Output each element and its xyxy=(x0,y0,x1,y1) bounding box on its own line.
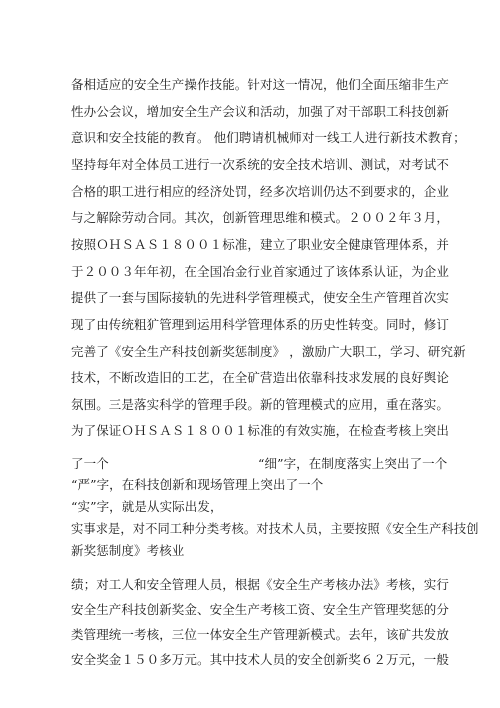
text-line: 合格的职工进行相应的经济处罚，经多次培训仍达不到要求的，企业 xyxy=(71,184,450,199)
text-line: 实事求是，对不同工种分类考核。对技术人员，主要按照《安全生产科技创 xyxy=(71,522,479,536)
text-line: 了一个 xyxy=(71,456,109,471)
text-line: 安全奖金１５０多万元。其中技术人员的安全创新奖６２万元，一般 xyxy=(71,652,450,667)
text-line: 技术，不断改造旧的工艺，在全矿营造出依靠科技求发展的良好舆论 xyxy=(71,370,450,385)
text-line: 坚持每年对全体员工进行一次系统的安全技术培训、测试，对考试不 xyxy=(71,157,450,172)
text-line: 性办公会议，增加安全生产会议和活动，加强了对干部职工科技创新 xyxy=(71,104,450,119)
text-line: 绩；对工人和安全管理人员，根据《安全生产考核办法》考核，实行 xyxy=(71,577,450,592)
text-line: “严”字，在科技创新和现场管理上突出了一个 xyxy=(71,477,324,492)
text-line: 现了由传统粗犷管理到运用科学管理体系的历史性转变。同时，修订 xyxy=(71,317,450,332)
text-line: 新奖惩制度》考核业 xyxy=(71,543,185,558)
text-line: “细”字，在制度落实上突出了一个 xyxy=(258,456,448,471)
text-line: 意识和安全技能的教育。 他们聘请机械师对一线工人进行新技术教育； xyxy=(71,130,466,145)
text-line: 类管理统一考核，三位一体安全生产管理新模式。去年，该矿共发放 xyxy=(71,627,450,642)
text-line: 为了保证ＯＨＳＡＳ１８００１标准的有效实施，在检查考核上突出 xyxy=(71,423,450,438)
text-line: 完善了《安全生产科技创新奖惩制度》 ，激励广大职工，学习、研究新 xyxy=(71,344,466,359)
text-line: 于２００３年年初，在全国冶金行业首家通过了该体系认证，为企业 xyxy=(71,264,450,279)
text-line: 备相适应的安全生产操作技能。针对这一情况，他们全面压缩非生产 xyxy=(71,77,450,92)
text-line: 安全生产科技创新奖金、安全生产考核工资、安全生产管理奖惩的分 xyxy=(71,602,450,617)
text-line: “实”字，就是从实际出发， xyxy=(71,499,223,514)
text-line: 提供了一套与国际接轨的先进科学管理模式，使安全生产管理首次实 xyxy=(71,290,450,305)
text-line: 按照ＯＨＳＡＳ１８００１标准，建立了职业安全健康管理体系，并 xyxy=(71,237,450,252)
text-line: 与之解除劳动合同。其次，创新管理思维和模式。２００２年３月， xyxy=(71,210,450,225)
text-line: 氛围。三是落实科学的管理手段。新的管理模式的应用，重在落实。 xyxy=(71,397,450,412)
